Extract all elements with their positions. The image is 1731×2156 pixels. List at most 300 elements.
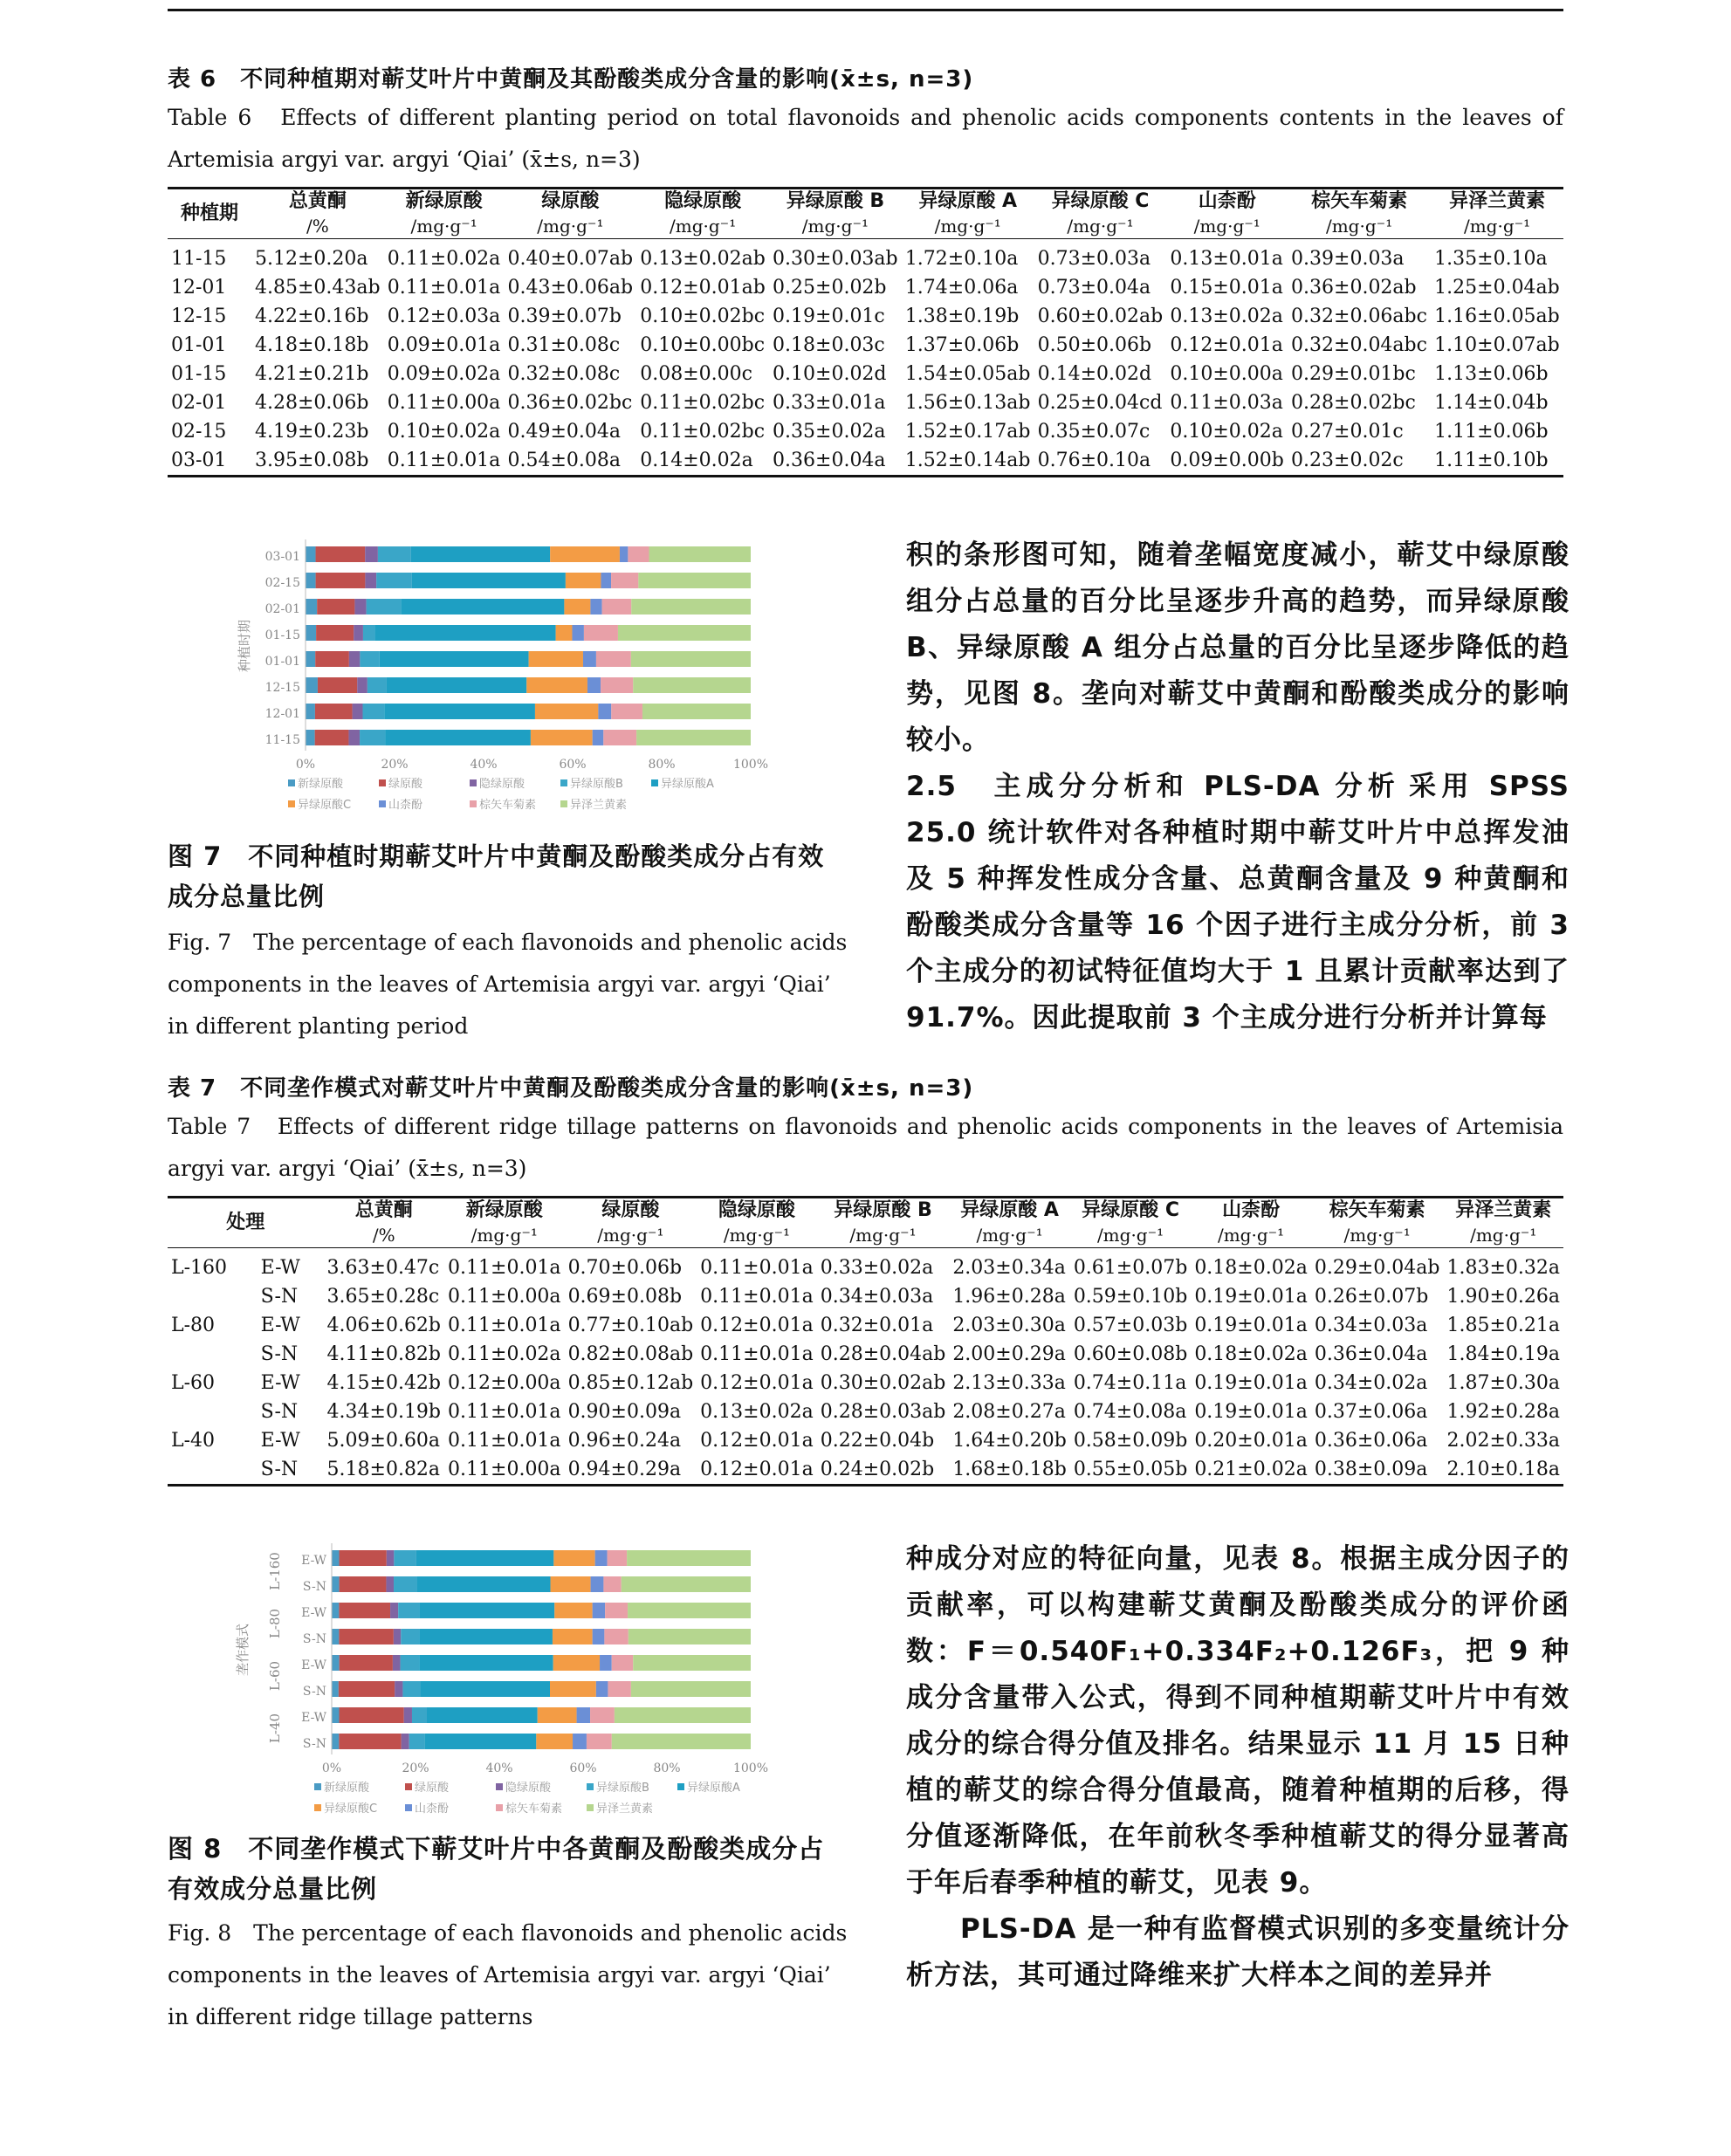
- category-label: E-W: [301, 1658, 326, 1672]
- table-cell: 0.14±0.02a: [640, 450, 753, 471]
- bar-segment: [593, 1629, 605, 1644]
- bar-segment: [394, 1550, 416, 1566]
- legend-label: 山柰酚: [388, 799, 423, 812]
- bar-segment: [385, 730, 531, 745]
- table-cell: 0.70±0.06b: [567, 1257, 683, 1279]
- bar-segment: [412, 1707, 427, 1723]
- table-cell: 0.36±0.04a: [773, 450, 886, 471]
- legend-label: 隐绿原酸: [479, 778, 525, 791]
- column-name: 绿原酸: [541, 190, 600, 212]
- legend-label: 异绿原酸B: [596, 1782, 649, 1795]
- column-unit: /mg·g⁻¹: [537, 216, 604, 237]
- table-cell: 0.32±0.04abc: [1291, 334, 1427, 356]
- table-cell: 1.38±0.19b: [904, 306, 1020, 327]
- bar-segment: [394, 1576, 417, 1592]
- legend-label: 异绿原酸B: [570, 778, 623, 791]
- bar-segment: [332, 1655, 340, 1671]
- bar-segment: [357, 677, 367, 693]
- bar-segment: [340, 1576, 387, 1592]
- column-name: 异绿原酸 B: [834, 1199, 932, 1221]
- bar-segment: [531, 730, 593, 745]
- table7-col-header: [949, 1198, 1070, 1248]
- figure7-title-en: Fig. 7 The percentage of each flavonoids and phenolic acids components in the leaves of Artemisia argyi var. argyi ‘Qiai’ in different planting period: [168, 930, 848, 1039]
- column-name: 山柰酚: [1222, 1199, 1281, 1221]
- table-cell: L-60: [171, 1372, 216, 1394]
- legend-label: 异绿原酸C: [298, 799, 352, 812]
- bar-segment: [363, 625, 374, 641]
- bar-segment: [386, 1576, 394, 1592]
- table-cell: 5.09±0.60a: [326, 1430, 441, 1452]
- figure8-caption: [168, 1829, 848, 2038]
- table-cell: 5.12±0.20a: [255, 248, 368, 270]
- table-cell: L-80: [171, 1315, 216, 1336]
- bar-segment: [550, 1681, 596, 1697]
- column-unit: /mg·g⁻¹: [1325, 216, 1393, 237]
- legend-label: 绿原酸: [415, 1782, 450, 1795]
- table-row: [168, 302, 1563, 331]
- bar-segment: [339, 1734, 401, 1749]
- table-cell: 12-01: [171, 277, 227, 299]
- bar-segment: [393, 1655, 401, 1671]
- column-name: 新绿原酸: [405, 190, 483, 212]
- bar-segment: [332, 1576, 340, 1592]
- bar-segment: [306, 704, 315, 719]
- legend-swatch: [470, 779, 477, 786]
- bar-segment: [332, 1603, 339, 1618]
- table-cell: 0.33±0.02a: [820, 1257, 934, 1279]
- bar-segment: [611, 573, 638, 588]
- legend-swatch: [470, 800, 477, 807]
- table-cell: 0.54±0.08a: [507, 450, 621, 471]
- table6-title-cn: 表 6 不同种植期对蕲艾叶片中黄酮及其酚酸类成分含量的影响(x̄±s, n=3): [168, 66, 974, 93]
- table-cell: 0.13±0.02a: [1170, 306, 1283, 327]
- bar-segment: [349, 651, 360, 667]
- legend-swatch: [314, 1804, 321, 1811]
- table-cell: 0.12±0.01a: [700, 1459, 814, 1480]
- bar-segment: [627, 1550, 751, 1566]
- bar-segment: [420, 1603, 555, 1618]
- paragraph-2: 采用 SPSS 25.0 统计软件对各种植时期中蕲艾叶片中总挥发油及 5 种挥发性成分含量、总黄酮含量及 9 种黄酮和酚酸类成分含量等 16 个因子进行主成分分析，前 3 个主成分的初试特征值均大于 1 且累计贡献率达到了 91.7%。因此提取前 3 个主成分进行分析并计算每: [906, 771, 1570, 1033]
- table-row: [168, 1311, 1563, 1340]
- legend-label: 棕矢车菊素: [479, 799, 537, 812]
- column-name: 异绿原酸 C: [1051, 190, 1150, 212]
- legend-swatch: [496, 1783, 503, 1790]
- table7-title-cn: 表 7 不同垄作模式对蕲艾叶片中黄酮及酚酸类成分含量的影响(x̄±s, n=3): [168, 1075, 974, 1102]
- table-cell: L-40: [171, 1430, 216, 1452]
- table-row: [168, 1455, 1563, 1486]
- table-cell: 1.13±0.06b: [1434, 363, 1549, 385]
- table-cell: 1.96±0.28a: [952, 1286, 1066, 1308]
- bar-segment: [631, 599, 751, 615]
- bar-segment: [593, 1603, 605, 1618]
- bar-segment: [551, 1576, 591, 1592]
- table-row: [168, 239, 1563, 274]
- table-cell: 0.57±0.03b: [1073, 1315, 1188, 1336]
- bar-segment: [638, 573, 751, 588]
- bar-segment: [603, 1576, 621, 1592]
- bar-segment: [536, 1734, 573, 1749]
- table-row: [168, 360, 1563, 388]
- table-cell: 0.12±0.01a: [700, 1430, 814, 1452]
- table-cell: 0.21±0.02a: [1194, 1459, 1308, 1480]
- table-cell: 0.43±0.06ab: [507, 277, 634, 299]
- bar-segment: [590, 599, 601, 615]
- category-label: S-N: [302, 1685, 326, 1699]
- bar-segment: [605, 1603, 628, 1618]
- table-cell: 0.11±0.02a: [448, 1343, 561, 1365]
- bar-segment: [629, 1629, 751, 1644]
- table-row: [168, 273, 1563, 302]
- category-label: 03-01: [264, 550, 300, 564]
- column-unit: /mg·g⁻¹: [1067, 216, 1134, 237]
- table-cell: 0.18±0.02a: [1194, 1343, 1308, 1365]
- legend-swatch: [560, 779, 567, 786]
- table-cell: 2.13±0.33a: [952, 1372, 1066, 1394]
- table-cell: 1.54±0.05ab: [904, 363, 1031, 385]
- bar-segment: [584, 625, 618, 641]
- table7-col-header: [697, 1198, 817, 1248]
- bar-segment: [409, 1734, 425, 1749]
- legend-label: 新绿原酸: [298, 778, 344, 791]
- bar-segment: [316, 573, 366, 588]
- x-tick-label: 20%: [381, 758, 409, 772]
- table-cell: 1.64±0.20b: [952, 1430, 1067, 1452]
- table-cell: 11-15: [171, 248, 227, 270]
- bar-segment: [564, 599, 590, 615]
- header-rule: [168, 9, 1563, 11]
- bar-segment: [550, 546, 620, 562]
- table7-title-en: Table 7 Effects of different ridge tillage patterns on flavonoids and phenolic acids components in the leaves of Artemisia argyi var. argyi ‘Qiai’ (x̄±s, n=3): [168, 1114, 1563, 1181]
- bar-segment: [362, 704, 384, 719]
- table-cell: 3.65±0.28c: [326, 1286, 440, 1308]
- bar-segment: [316, 625, 354, 641]
- table-cell: [168, 1455, 258, 1486]
- bar-segment: [380, 651, 529, 667]
- table-row: [168, 446, 1563, 477]
- table7-col-header: [1191, 1198, 1311, 1248]
- column-unit: /mg·g⁻¹: [1096, 1225, 1164, 1246]
- table-cell: 0.35±0.07c: [1037, 421, 1151, 443]
- table-cell: 0.11±0.03a: [1170, 392, 1283, 414]
- legend-label: 异绿原酸C: [324, 1802, 378, 1816]
- bar-segment: [398, 1603, 419, 1618]
- bar-segment: [348, 730, 360, 745]
- bar-segment: [620, 546, 628, 562]
- bar-segment: [318, 677, 357, 693]
- table-cell: 0.11±0.00a: [448, 1286, 561, 1308]
- table7-header-row: [168, 1198, 1563, 1248]
- table-cell: E-W: [260, 1430, 300, 1452]
- table-cell: 0.35±0.02a: [773, 421, 886, 443]
- figure8-title-en: Fig. 8 The percentage of each flavonoids and phenolic acids components in the leaves of Artemisia argyi var. argyi ‘Qiai’ in different ridge tillage patterns: [168, 1920, 848, 2029]
- category-label: S-N: [302, 1737, 326, 1751]
- legend-label: 棕矢车菊素: [505, 1802, 563, 1816]
- x-tick-label: 0%: [295, 758, 316, 772]
- legend-swatch: [379, 800, 386, 807]
- bar-segment: [554, 1603, 592, 1618]
- figure8-chart: [223, 1538, 799, 1830]
- bar-segment: [340, 1707, 404, 1723]
- bar-segment: [631, 651, 751, 667]
- table-cell: 0.36±0.06a: [1314, 1430, 1428, 1452]
- bar-segment: [315, 730, 349, 745]
- bar-segment: [332, 1707, 340, 1723]
- bar-segment: [387, 677, 526, 693]
- column-name: 异泽兰黄素: [1455, 1199, 1552, 1221]
- table-cell: 0.19±0.01a: [1194, 1286, 1308, 1308]
- table-cell: 4.15±0.42b: [326, 1372, 442, 1394]
- table-cell: 0.13±0.01a: [1170, 248, 1283, 270]
- column-name: 异绿原酸 A: [918, 190, 1018, 212]
- table-cell: 2.00±0.29a: [952, 1343, 1066, 1365]
- table-cell: 0.11±0.02bc: [640, 392, 766, 414]
- bar-segment: [306, 625, 316, 641]
- bar-segment: [420, 1681, 550, 1697]
- category-label: E-W: [301, 1711, 326, 1725]
- bar-segment: [332, 1629, 339, 1644]
- bar-segment: [401, 1655, 420, 1671]
- group-label: L-40: [267, 1713, 283, 1744]
- table-cell: 5.18±0.82a: [326, 1459, 441, 1480]
- paragraph-3: 种成分对应的特征向量，见表 8。根据主成分因子的贡献率，可以构建蕲艾黄酮及酚酸类成分的评价函数：F＝0.540F₁+0.334F₂+0.126F₃，把 9 种成分含量带入公式，得到不同种植期蕲艾叶片中有效成分的综合得分值及排名。结果显示 11 月 15 日种植的蕲艾的综合得分值最高，随着种植期的后移，得分值逐渐降低，在年前秋冬季种植蕲艾的得分显著高于年后春季种植的蕲艾，见表 9。: [906, 1543, 1570, 1899]
- table7-body: [168, 1248, 1563, 1486]
- table-cell: 0.31±0.08c: [507, 334, 621, 356]
- column-name: 棕矢车菊素: [1311, 190, 1408, 212]
- legend-swatch: [314, 1783, 321, 1790]
- table7-col-header: [1311, 1198, 1444, 1248]
- group-label: L-60: [267, 1660, 283, 1692]
- group-label: L-160: [267, 1552, 283, 1590]
- table-cell: 0.14±0.02d: [1037, 363, 1152, 385]
- table6-title-en: Table 6 Effects of different planting period on total flavonoids and phenolic acids components contents in the leaves of Artemisia argyi var. argyi ‘Qiai’ (x̄±s, n=3): [168, 105, 1563, 172]
- x-tick-label: 100%: [732, 758, 769, 772]
- y-axis-label: 种植时期: [237, 619, 252, 673]
- table7-col0-header: 处理: [226, 1212, 265, 1233]
- bar-segment: [354, 625, 363, 641]
- column-unit: /mg·g⁻¹: [410, 216, 477, 237]
- x-tick-label: 60%: [569, 1761, 597, 1775]
- bar-segment: [553, 1550, 594, 1566]
- table-cell: 0.82±0.08ab: [567, 1343, 694, 1365]
- bar-segment: [367, 599, 402, 615]
- table-cell: 0.11±0.02bc: [640, 421, 766, 443]
- table-cell: 0.40±0.07ab: [507, 248, 634, 270]
- table-cell: 0.11±0.01a: [448, 1430, 561, 1452]
- table-row: [168, 417, 1563, 446]
- bar-segment: [317, 599, 354, 615]
- column-name: 隐绿原酸: [664, 190, 742, 212]
- table-cell: 01-15: [171, 363, 227, 385]
- table7-col-header: [817, 1198, 950, 1248]
- bar-segment: [339, 1681, 395, 1697]
- table-cell: 0.32±0.01a: [820, 1315, 934, 1336]
- table-cell: 0.36±0.02ab: [1291, 277, 1417, 299]
- legend-swatch: [379, 779, 386, 786]
- bar-segment: [340, 1550, 387, 1566]
- bar-segment: [384, 704, 535, 719]
- category-label: 12-01: [264, 707, 300, 721]
- bar-segment: [412, 573, 566, 588]
- x-tick-label: 40%: [485, 1761, 513, 1775]
- bar-segment: [332, 1681, 339, 1697]
- column-unit: /mg·g⁻¹: [670, 216, 737, 237]
- table6-header-row: [168, 189, 1563, 239]
- table-cell: 0.18±0.03c: [773, 334, 885, 356]
- bar-segment: [538, 1707, 577, 1723]
- legend-swatch: [587, 1783, 594, 1790]
- table-cell: 4.85±0.43ab: [255, 277, 381, 299]
- column-name: 异绿原酸 B: [786, 190, 885, 212]
- bar-segment: [404, 1707, 412, 1723]
- table-row: [168, 388, 1563, 417]
- table-cell: 1.35±0.10a: [1434, 248, 1548, 270]
- bar-segment: [622, 1576, 751, 1592]
- table-cell: 0.20±0.01a: [1194, 1430, 1308, 1452]
- table-cell: 0.08±0.00c: [640, 363, 752, 385]
- table-cell: 1.16±0.05ab: [1434, 306, 1560, 327]
- table-cell: 0.34±0.03a: [820, 1286, 934, 1308]
- legend-swatch: [560, 800, 567, 807]
- x-tick-label: 100%: [732, 1761, 769, 1775]
- table-cell: 0.38±0.09a: [1314, 1459, 1428, 1480]
- table-cell: 1.84±0.19a: [1446, 1343, 1560, 1365]
- table-cell: 0.11±0.01a: [700, 1343, 814, 1365]
- table-cell: 0.09±0.00b: [1170, 450, 1284, 471]
- table-cell: 4.11±0.82b: [326, 1343, 442, 1365]
- table-row: [168, 1369, 1563, 1397]
- table-cell: 0.58±0.09b: [1073, 1430, 1188, 1452]
- table-cell: 4.21±0.21b: [255, 363, 369, 385]
- table-cell: 0.25±0.04cd: [1037, 392, 1163, 414]
- bar-segment: [376, 573, 412, 588]
- section-heading-2-5: 2.5 主成分分析和 PLS-DA 分析: [906, 771, 1401, 802]
- bar-segment: [378, 546, 411, 562]
- column-unit: /%: [306, 216, 329, 237]
- table-cell: 0.12±0.03a: [387, 306, 501, 327]
- table-cell: 3.95±0.08b: [255, 450, 369, 471]
- table-cell: 1.37±0.06b: [904, 334, 1020, 356]
- table-cell: 2.03±0.30a: [952, 1315, 1066, 1336]
- bar-segment: [339, 1603, 390, 1618]
- table6-col-header: [902, 189, 1034, 239]
- bar-segment: [340, 1655, 393, 1671]
- bar-segment: [577, 1707, 590, 1723]
- table-cell: 0.11±0.01a: [448, 1401, 561, 1423]
- category-label: S-N: [302, 1580, 326, 1594]
- table-cell: 0.11±0.01a: [387, 450, 501, 471]
- bar-segment: [649, 546, 751, 562]
- bar-segment: [612, 1655, 634, 1671]
- bar-segment: [416, 1550, 553, 1566]
- column-name: 异泽兰黄素: [1449, 190, 1546, 212]
- table7-col-header: [1070, 1198, 1192, 1248]
- bar-segment: [593, 730, 604, 745]
- table-cell: 0.19±0.01a: [1194, 1401, 1308, 1423]
- table-cell: 0.12±0.01a: [700, 1372, 814, 1394]
- bar-segment: [306, 730, 315, 745]
- bar-segment: [419, 1655, 553, 1671]
- table-cell: 0.94±0.29a: [567, 1459, 682, 1480]
- legend-swatch: [405, 1804, 412, 1811]
- bar-segment: [394, 1629, 401, 1644]
- table-cell: 2.02±0.33a: [1446, 1430, 1560, 1452]
- table6-col-header: [769, 189, 902, 239]
- column-name: 异绿原酸 C: [1082, 1199, 1179, 1221]
- table-row: [168, 331, 1563, 360]
- column-name: 异绿原酸 A: [960, 1199, 1059, 1221]
- table-cell: 1.52±0.14ab: [904, 450, 1031, 471]
- table6-col-header: [1288, 189, 1431, 239]
- table-cell: 0.10±0.02bc: [640, 306, 766, 327]
- bar-segment: [315, 651, 349, 667]
- table-cell: 4.34±0.19b: [326, 1401, 442, 1423]
- table6-body: [168, 239, 1563, 477]
- bar-segment: [603, 730, 636, 745]
- bar-segment: [315, 704, 353, 719]
- bar-segment: [573, 1734, 587, 1749]
- bar-segment: [332, 1734, 339, 1749]
- x-tick-label: 40%: [470, 758, 498, 772]
- category-label: 01-15: [264, 628, 300, 642]
- bar-segment: [642, 704, 751, 719]
- category-label: E-W: [301, 1606, 326, 1620]
- bar-segment: [600, 1655, 612, 1671]
- table-cell: 0.28±0.03ab: [820, 1401, 946, 1423]
- category-label: 02-01: [264, 602, 300, 616]
- table-cell: 1.11±0.06b: [1434, 421, 1549, 443]
- table-cell: 0.29±0.04ab: [1314, 1257, 1440, 1279]
- table-cell: 0.11±0.01a: [700, 1286, 814, 1308]
- table6-col-header: [1034, 189, 1167, 239]
- table-cell: 0.29±0.01bc: [1291, 363, 1416, 385]
- table-cell: 0.11±0.01a: [448, 1315, 561, 1336]
- table6-caption: [168, 61, 1563, 181]
- bar-segment: [596, 651, 631, 667]
- bar-segment: [360, 651, 379, 667]
- table6: [168, 187, 1563, 477]
- bar-segment: [365, 573, 376, 588]
- y-axis-label: 垄作模式: [235, 1623, 251, 1677]
- table6-col-header: [251, 189, 384, 239]
- column-unit: /mg·g⁻¹: [471, 1225, 538, 1246]
- bar-segment: [306, 599, 317, 615]
- bar-segment: [633, 1655, 751, 1671]
- legend-swatch: [677, 1783, 684, 1790]
- bar-segment: [608, 1681, 630, 1697]
- table-cell: 0.13±0.02a: [700, 1401, 814, 1423]
- bar-segment: [587, 677, 601, 693]
- bar-segment: [306, 573, 316, 588]
- table6-col-header: [504, 189, 636, 239]
- table-cell: 0.09±0.01a: [387, 334, 501, 356]
- bar-segment: [553, 1629, 593, 1644]
- column-unit: /mg·g⁻¹: [1470, 1225, 1537, 1246]
- table-cell: 0.19±0.01a: [1194, 1372, 1308, 1394]
- table-cell: 0.12±0.01a: [1170, 334, 1283, 356]
- column-unit: /mg·g⁻¹: [723, 1225, 791, 1246]
- column-unit: /mg·g⁻¹: [976, 1225, 1043, 1246]
- bar-segment: [395, 1681, 402, 1697]
- table-cell: 0.74±0.11a: [1073, 1372, 1187, 1394]
- bar-segment: [529, 651, 583, 667]
- x-tick-label: 20%: [402, 1761, 429, 1775]
- bar-segment: [402, 1681, 420, 1697]
- bar-segment: [360, 730, 385, 745]
- table-cell: 1.68±0.18b: [952, 1459, 1067, 1480]
- table7: [168, 1196, 1563, 1487]
- column-unit: /%: [372, 1225, 395, 1246]
- table-cell: 0.55±0.05b: [1073, 1459, 1188, 1480]
